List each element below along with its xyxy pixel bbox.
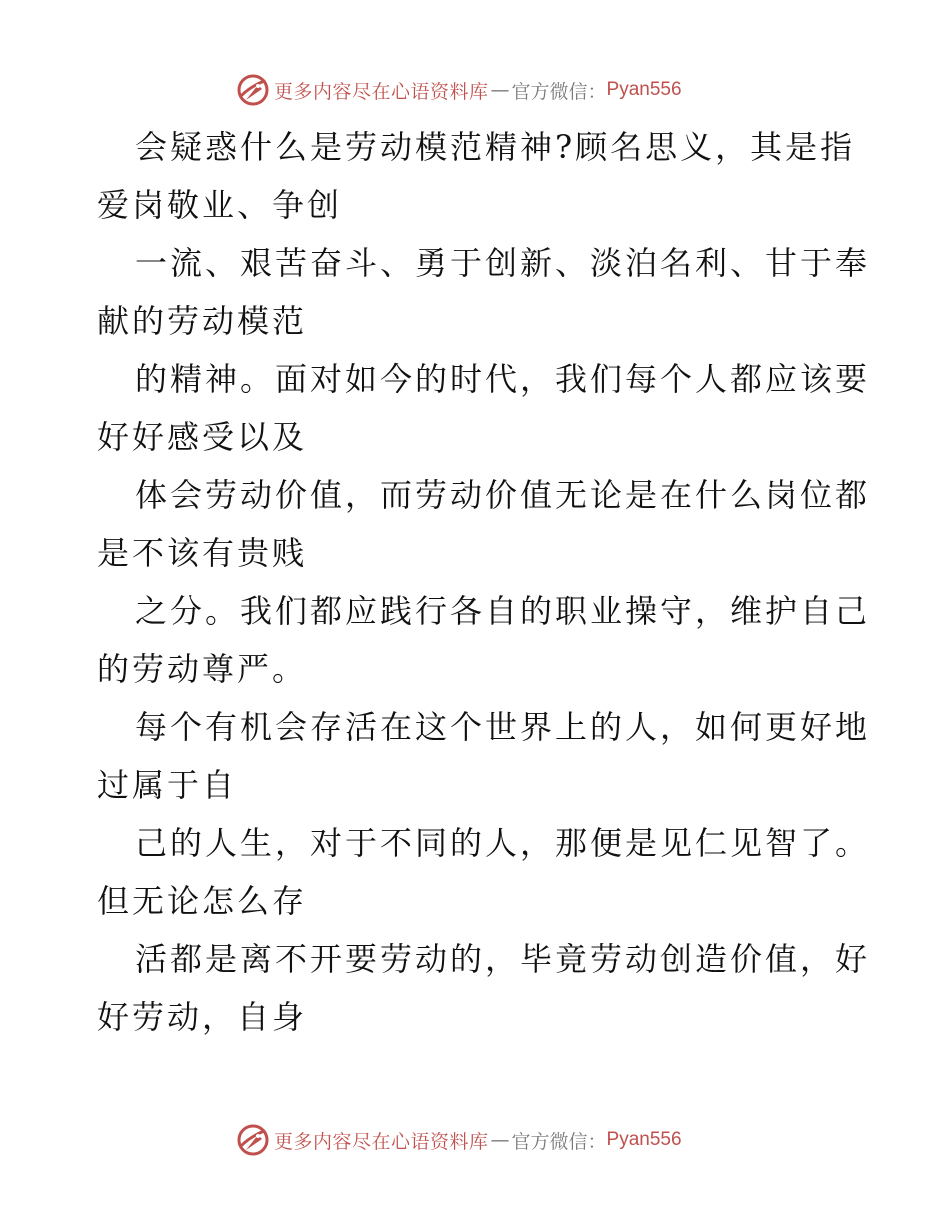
pen-nib-logo-icon (236, 1123, 270, 1157)
paragraph-line: 好好感受以及 (97, 418, 308, 456)
pen-nib-logo-icon (236, 73, 270, 107)
paragraph-line: 活都是离不开要劳动的，毕竟劳动创造价值，好 (135, 940, 871, 978)
paragraph-line: 献的劳动模范 (97, 302, 308, 340)
paragraph-line: 会疑惑什么是劳动模范精神?顾名思义，其是指 (135, 128, 856, 166)
paragraph-line: 是不该有贵贱 (97, 534, 308, 572)
header-separator: — (490, 79, 510, 101)
footer-separator: — (490, 1129, 510, 1151)
paragraph-line: 一流、艰苦奋斗、勇于创新、淡泊名利、甘于奉 (135, 244, 871, 282)
document-body (97, 118, 871, 1046)
paragraph-line: 的精神。面对如今的时代，我们每个人都应该要 (135, 360, 871, 398)
paragraph-line: 每个有机会存活在这个世界上的人，如何更好地 (135, 708, 871, 746)
footer-banner (236, 1121, 682, 1159)
header-promo-text: 更多内容尽在心语资料库 (274, 80, 489, 103)
paragraph-line: 的劳动尊严。 (97, 650, 308, 688)
footer-wechat-id: Pyan556 (606, 1129, 682, 1150)
footer-wechat-label: 官方微信： (511, 1130, 607, 1153)
header-wechat-id: Pyan556 (606, 79, 682, 100)
header-wechat-label: 官方微信： (511, 80, 607, 103)
paragraph-line: 己的人生，对于不同的人，那便是见仁见智了。 (135, 824, 871, 862)
header-banner (236, 71, 682, 109)
paragraph-line: 好劳动，自身 (97, 998, 308, 1036)
paragraph-line: 但无论怎么存 (97, 882, 308, 920)
paragraph-line: 过属于自 (97, 766, 238, 804)
footer-promo-text: 更多内容尽在心语资料库 (274, 1130, 489, 1153)
paragraph-line: 爱岗敬业、争创 (97, 186, 343, 224)
paragraph-line: 体会劳动价值，而劳动价值无论是在什么岗位都 (135, 476, 871, 514)
paragraph-line: 之分。我们都应践行各自的职业操守，维护自己 (135, 592, 871, 630)
